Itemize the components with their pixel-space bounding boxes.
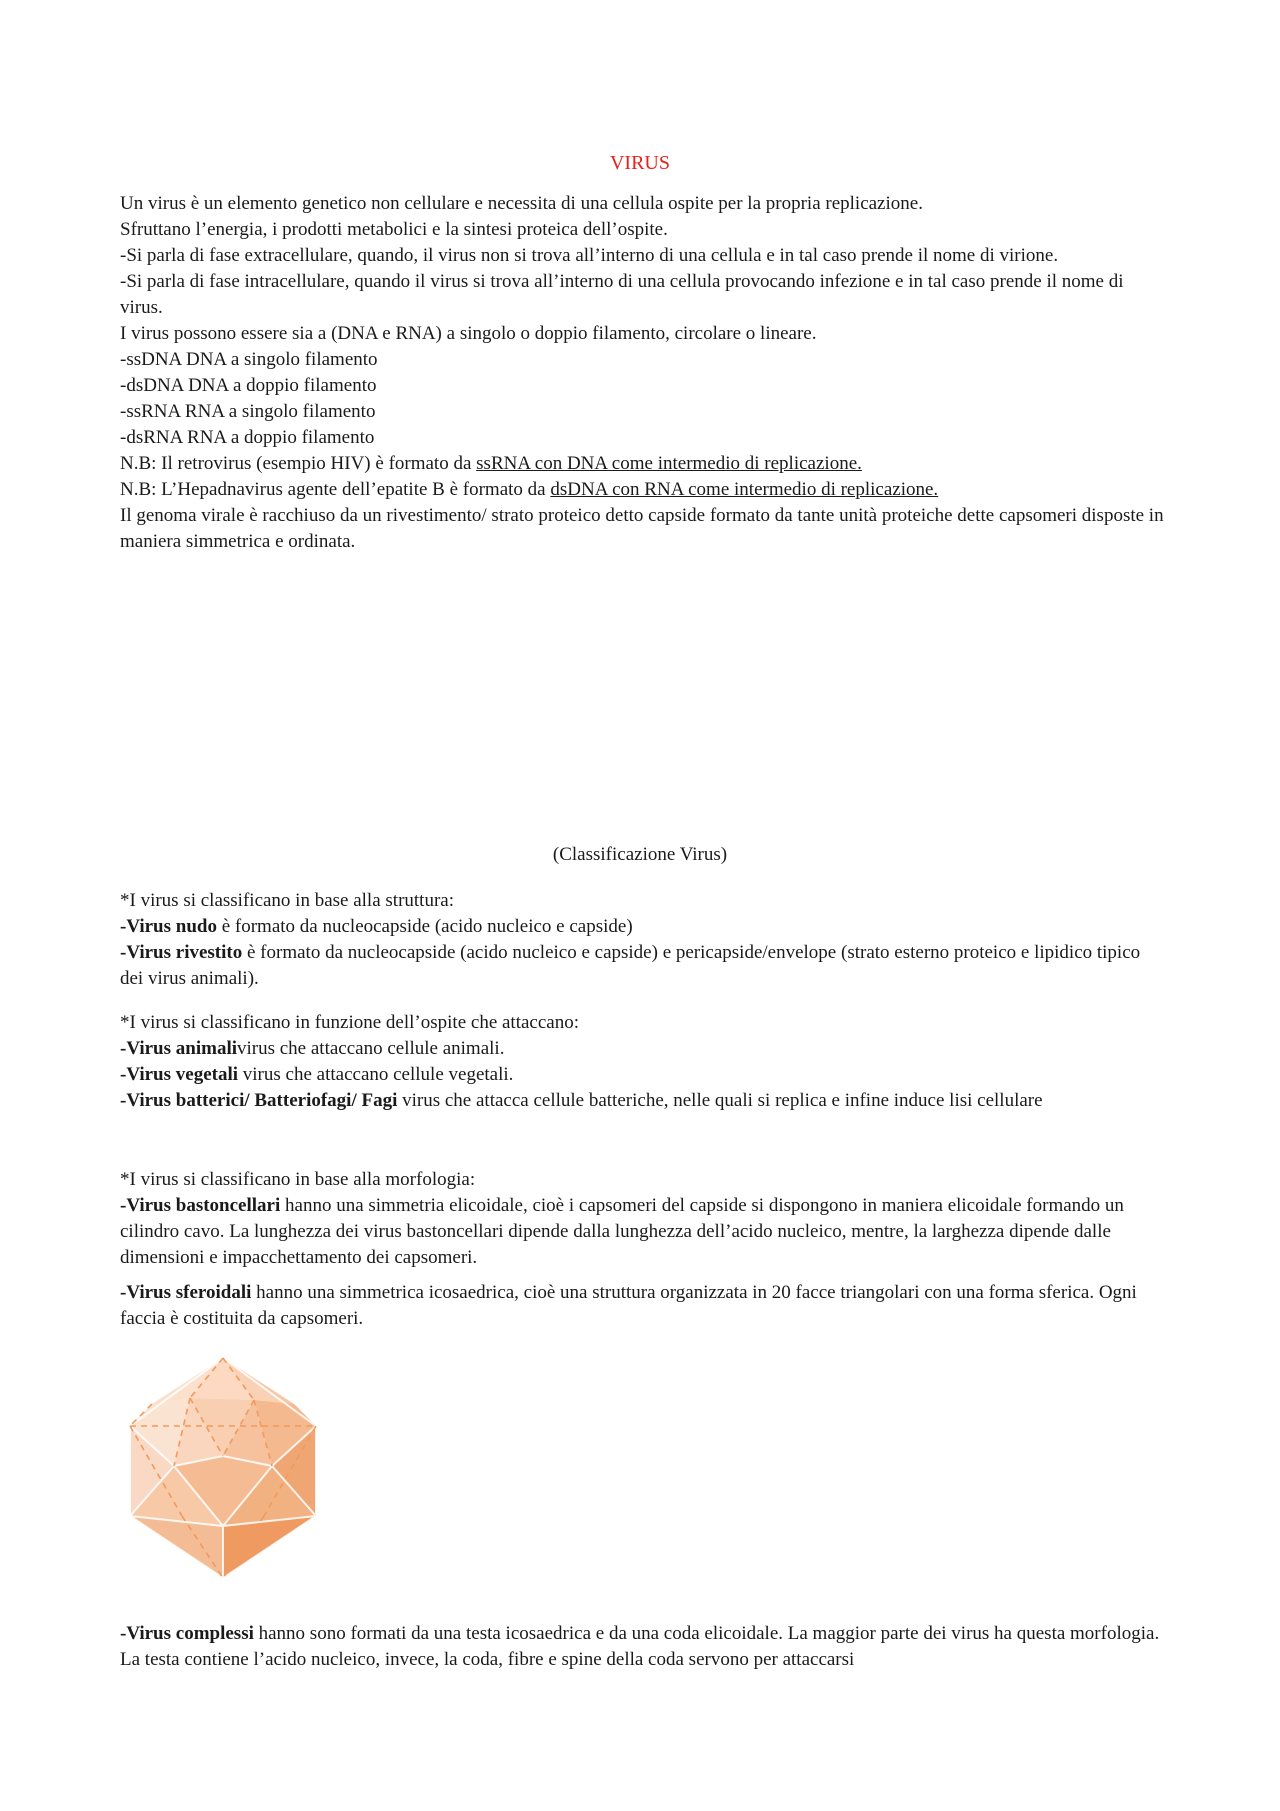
page-title: VIRUS [609,152,670,174]
virus-vegetali-text: virus che attaccano cellule vegetali. [238,1064,514,1085]
virus-sferoidali-item [120,1280,1165,1332]
virus-bastoncellari-text: hanno una simmetria elicoidale, cioè i capsomeri del capside si dispongono in maniera elicoidale formando un cilindro cavo. La lunghezza dei virus bastoncellari dipende dalla lunghezza dell’acido nucleico, mentre, la larghezza dipende dalle dimensioni e impacchettamento dei capsomeri. [120,1195,1124,1268]
virus-sferoidali-term: -Virus sferoidali [120,1282,252,1303]
virus-rivestito-text: è formato da nucleocapside (acido nucleico e capside) e pericapside/envelope (strato esterno proteico e lipidico tipico dei virus animali). [120,942,1141,989]
virus-complessi-term: -Virus complessi [120,1623,254,1644]
intro-paragraph-3: -Si parla di fase extracellulare, quando, il virus non si trova all’interno di una cellula e in tal caso prende il nome di virione. [120,245,1059,266]
genome-type-ssdna: -ssDNA DNA a singolo filamento [120,349,378,370]
host-lead: *I virus si classificano in funzione dell’ospite che attaccano: [120,1012,580,1033]
morphology-lead: *I virus si classificano in base alla morfologia: [120,1169,476,1190]
note-hepadnavirus-text: N.B: L’Hepadnavirus agente dell’epatite B è formato da [120,479,551,500]
intro-paragraph-1: Un virus è un elemento genetico non cellulare e necessita di una cellula ospite per la propria replicazione. [120,193,923,214]
virus-nudo-term: -Virus nudo [120,916,217,937]
virus-nudo-item [120,914,1165,940]
virus-vegetali-item [120,1062,1165,1088]
intro-paragraph-5: I virus possono essere sia a (DNA e RNA) a singolo o doppio filamento, circolare o lineare. [120,323,817,344]
genome-type-dsdna: -dsDNA DNA a doppio filamento [120,375,377,396]
virus-complessi-text: hanno sono formati da una testa icosaedrica e da una coda elicoidale. La maggior parte dei virus ha questa morfologia. La testa contiene l’acido nucleico, invece, la coda, fibre e spine della coda servono per attaccarsi [120,1623,1160,1670]
structure-lead: *I virus si classificano in base alla struttura: [120,890,454,911]
morphology-section [120,1167,1165,1332]
virus-animali-text: virus che attaccano cellule animali. [237,1038,505,1059]
note-retrovirus [120,451,1165,477]
intro-section [120,191,1165,555]
virus-bastoncellari-item [120,1193,1165,1271]
intro-paragraph-2: Sfruttano l’energia, i prodotti metabolici e la sintesi proteica dell’ospite. [120,219,668,240]
virus-complessi-item [120,1621,1165,1673]
note-retrovirus-underlined: ssRNA con DNA come intermedio di replicazione. [476,453,862,474]
note-retrovirus-text: N.B: Il retrovirus (esempio HIV) è formato da [120,453,477,474]
virus-animali-item [120,1036,1165,1062]
virus-batterici-text: virus che attacca cellule batteriche, nelle quali si replica e infine induce lisi cellulare [397,1090,1043,1111]
note-hepadnavirus [120,477,1165,503]
virus-sferoidali-text: hanno una simmetrica icosaedrica, cioè una struttura organizzata in 20 facce triangolari con una forma sferica. Ogni faccia è costituita da capsomeri. [120,1282,1137,1329]
virus-nudo-text: è formato da nucleocapside (acido nucleico e capside) [216,916,633,937]
genome-type-dsrna: -dsRNA RNA a doppio filamento [120,427,375,448]
virus-rivestito-term: -Virus rivestito [120,942,243,963]
virus-bastoncellari-term: -Virus bastoncellari [120,1195,281,1216]
note-hepadnavirus-underlined: dsDNA con RNA come intermedio di replicazione. [550,479,939,500]
structure-section [120,888,1165,992]
capside-paragraph: Il genoma virale è racchiuso da un rivestimento/ strato proteico detto capside formato da tante unità proteiche dette capsomeri disposte in maniera simmetrica e ordinata. [120,505,1164,552]
host-section [120,1010,1165,1114]
icosahedron-illustration [122,1356,324,1581]
virus-batterici-term: -Virus batterici/ Batteriofagi/ Fagi [120,1090,398,1111]
genome-type-ssrna: -ssRNA RNA a singolo filamento [120,401,376,422]
virus-animali-term: -Virus animali [120,1038,237,1059]
virus-batterici-item [120,1088,1165,1114]
complex-section [120,1621,1165,1673]
intro-paragraph-4: -Si parla di fase intracellulare, quando il virus si trova all’interno di una cellula provocando infezione e in tal caso prende il nome di virus. [120,271,1124,318]
virus-vegetali-term: -Virus vegetali [120,1064,239,1085]
classification-heading: (Classificazione Virus) [552,844,728,865]
virus-rivestito-item [120,940,1165,992]
